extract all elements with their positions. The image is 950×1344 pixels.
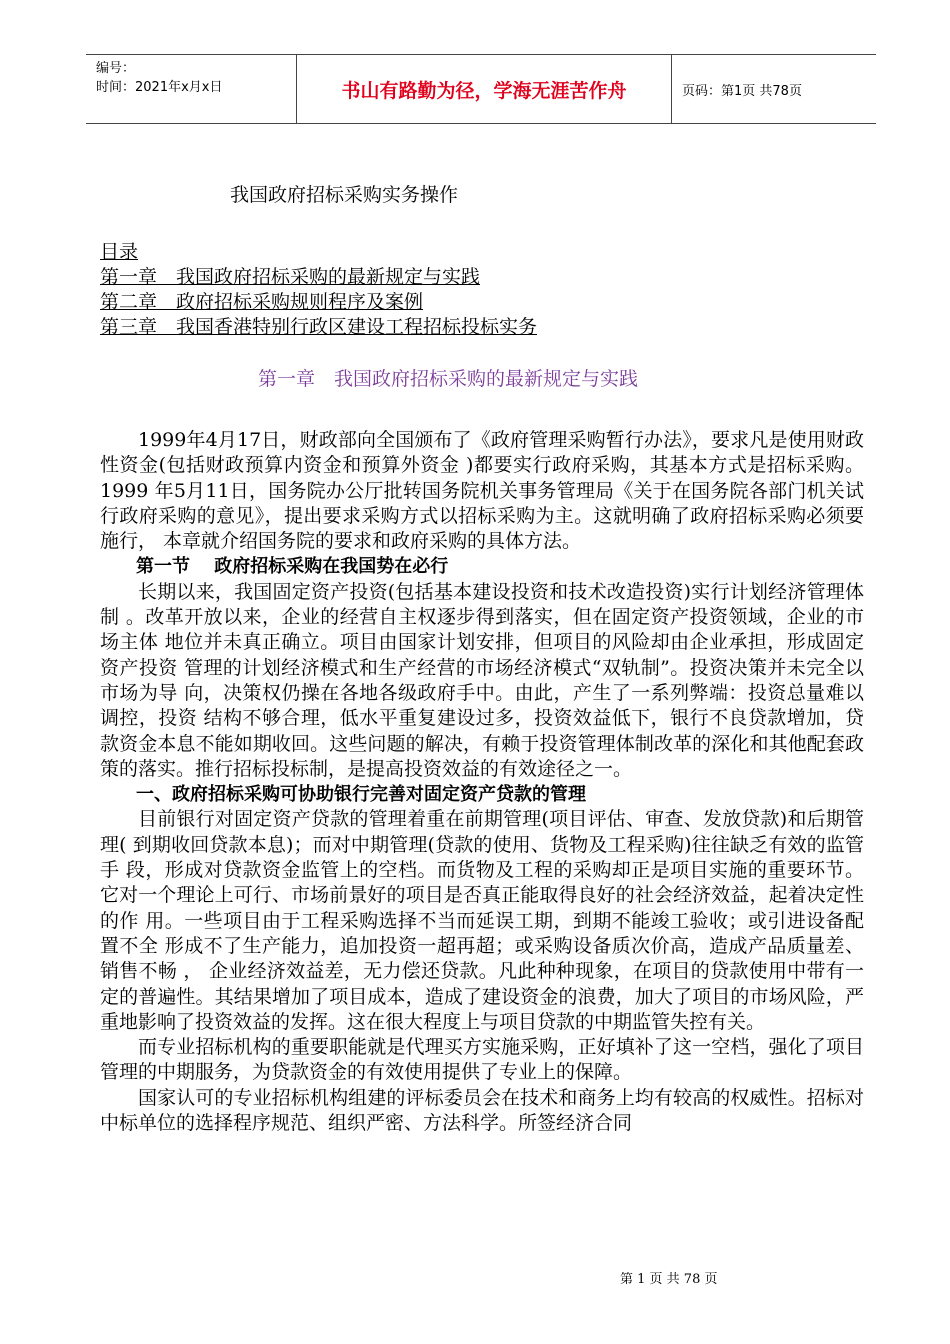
toc-item-chapter-3[interactable]: 第三章 我国香港特别行政区建设工程招标投标实务 (100, 316, 538, 338)
paragraph: 1999年4月17日，财政部向全国颁布了《政府管理采购暂行办法》，要求凡是使用财政性资金(包括财政预算内资金和预算外资金 )都要实行政府采购，其基本方式是招标采购。1999 年5月11日，国务院办公厅批转国务院机关事务管理局《关于在国务院各部门机关试行政府采购的意见》，提出要求采购方式以招标采购为主。这就明确了政府招标采购必须要施行， 本章就介绍国务院的要求和政府采购的具体方法。 (100, 429, 864, 553)
table-of-contents (100, 240, 537, 340)
header-time: 时间：2021年x月x日 (96, 80, 223, 95)
toc-item-chapter-1[interactable]: 第一章 我国政府招标采购的最新规定与实践 (100, 266, 481, 288)
paragraph: 而专业招标机构的重要职能就是代理买方实施采购，正好填补了这一空档，强化了项目管理的中期服务，为贷款资金的有效使用提供了专业上的保障。 (100, 1036, 864, 1084)
header-motto: 书山有路勤为径，学海无涯苦作舟 (296, 55, 672, 123)
paragraph: 目前银行对固定资产贷款的管理着重在前期管理(项目评估、审查、发放贷款)和后期管理( 到期收回贷款本息)；而对中期管理(贷款的使用、货物及工程采购)往往缺乏有效的监管手 段，形成对贷款资金监管上的空档。而货物及工程的采购却正是项目实施的重要环节。它对一个理论上可行、市场前景好的项目是否真正能取得良好的社会经济效益，起着决定性的作 用。一些项目由于工程采购选择不当而延误工期，到期不能竣工验收；或引进设备配置不全 形成不了生产能力，追加投资一超再超；或采购设备质次价高，造成产品质量差、销售不畅 ， 企业经济效益差，无力偿还贷款。凡此种种现象，在项目的贷款使用中带有一定的普遍性。其结果增加了项目成本，造成了建设资金的浪费，加大了项目的市场风险，严重地影响了投资效益的发挥。这在很大程度上与项目贷款的中期监管失控有关。 (100, 808, 864, 1033)
subsection-heading: 一、政府招标采购可协助银行完善对固定资产贷款的管理 (136, 784, 586, 806)
paragraph: 长期以来，我国固定资产投资(包括基本建设投资和技术改造投资)实行计划经济管理体制 。改革开放以来，企业的经营自主权逐步得到落实，但在固定资产投资领域，企业的市场主体 地位并未真正确立。项目由国家计划安排，但项目的风险却由企业承担，形成固定资产投资 管理的计划经济模式和生产经营的市场经济模式“双轨制”。投资决策并未完全以市场为导 向，决策权仍操在各地各级政府手中。由此，产生了一系列弊端：投资总量难以调控，投资 结构不够合理，低水平重复建设过多，投资效益低下，银行不良贷款增加，贷款资金本息不能如期收回。这些问题的解决，有赖于投资管理体制改革的深化和其他配套政策的落实。推行招标投标制，是提高投资效益的有效途径之一。 (100, 580, 864, 780)
section-heading: 第一节 政府招标采购在我国势在必行 (136, 556, 449, 578)
body-text (100, 428, 864, 1136)
chapter-title: 第一章 我国政府招标采购的最新规定与实践 (258, 368, 639, 390)
toc-heading[interactable]: 目录 (100, 241, 139, 263)
header-number: 编号： (96, 61, 136, 76)
page-header (86, 54, 876, 124)
page-footer: 第 1 页 共 78 页 (620, 1272, 718, 1287)
header-page-info: 页码：第1页 共78页 (682, 83, 802, 99)
paragraph: 国家认可的专业招标机构组建的评标委员会在技术和商务上均有较高的权威性。招标对中标单位的选择程序规范、组织严密、方法科学。所签经济合同 (100, 1086, 864, 1135)
document-title: 我国政府招标采购实务操作 (230, 184, 459, 206)
header-meta (86, 55, 296, 123)
toc-item-chapter-2[interactable]: 第二章 政府招标采购规则程序及案例 (100, 291, 424, 313)
